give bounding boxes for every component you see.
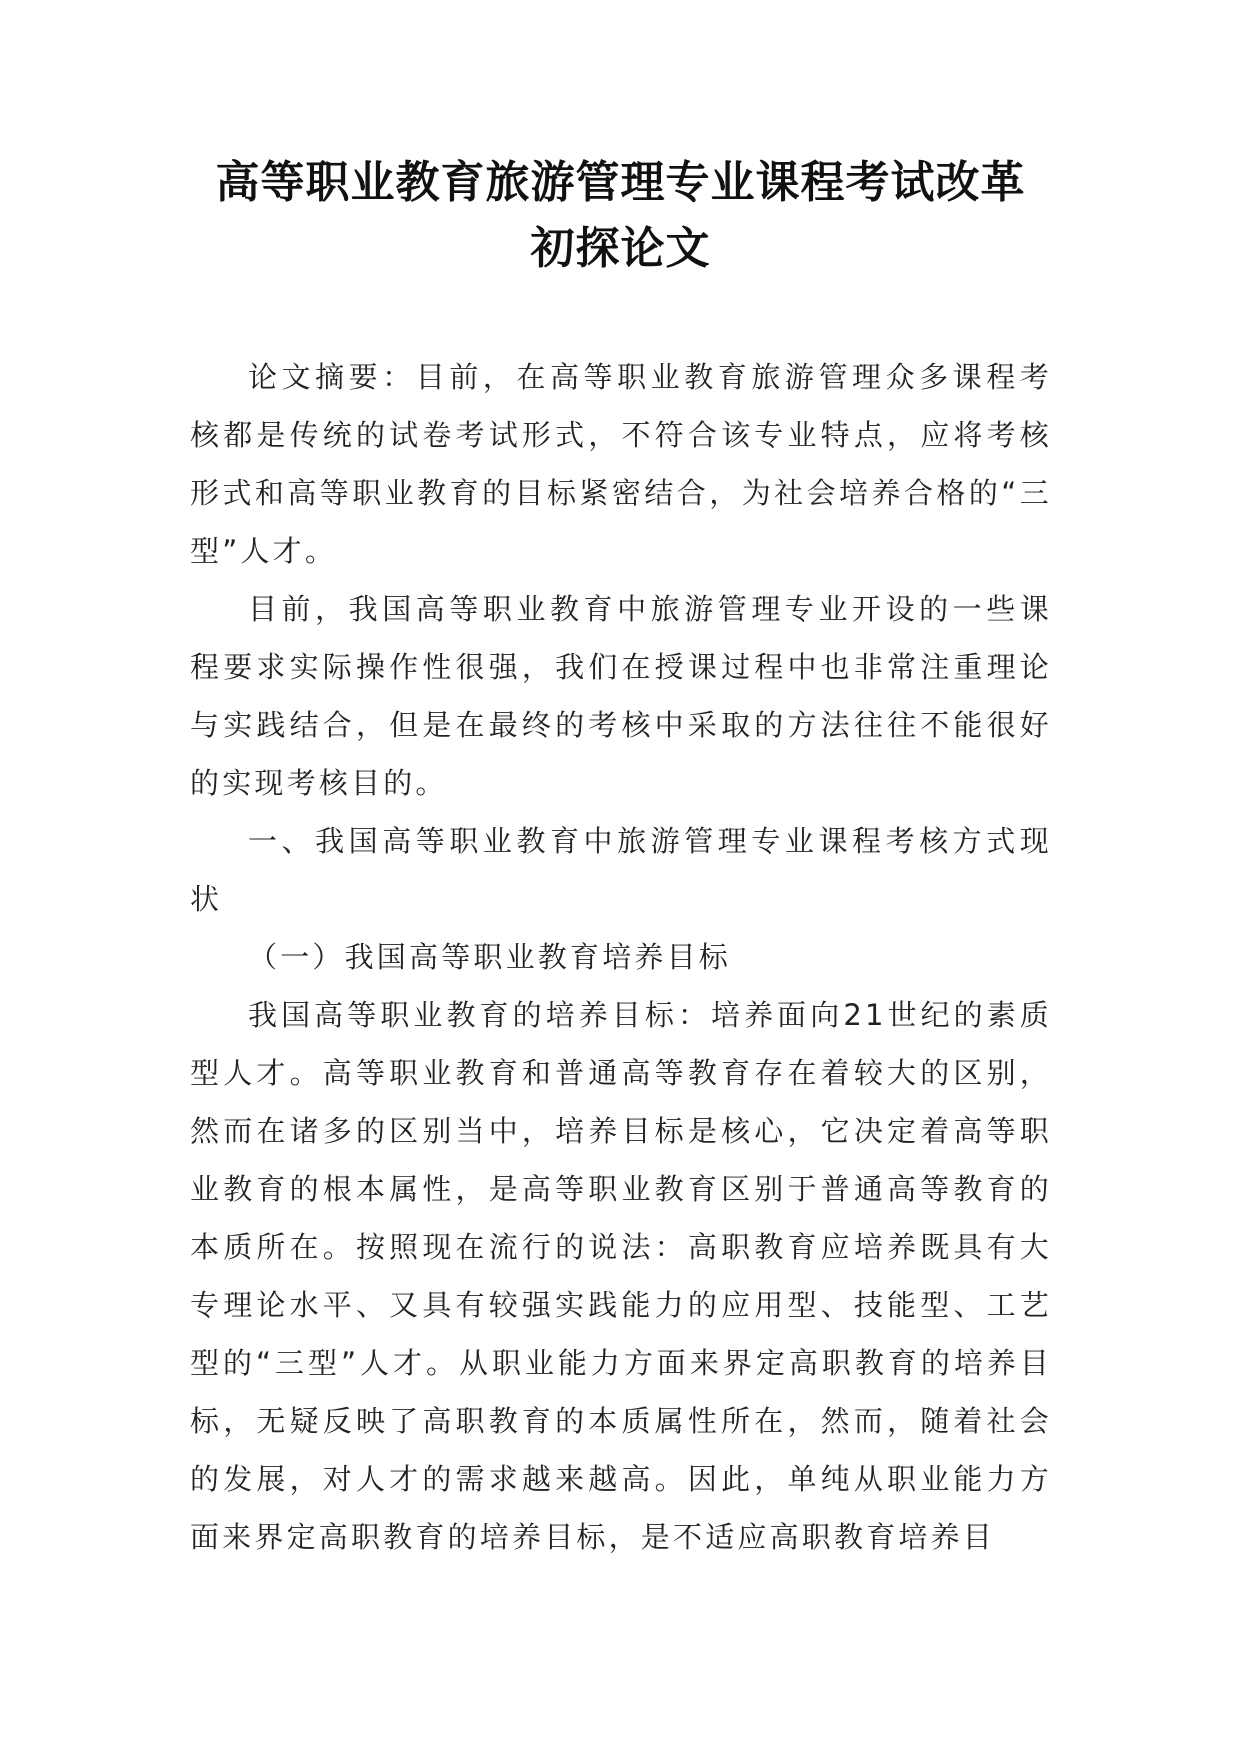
body-paragraph: 我国高等职业教育的培养目标：培养面向21世纪的素质型人才。高等职业教育和普通高等教育存在着较大的区别，然而在诸多的区别当中，培养目标是核心，它决定着高等职业教育的根本属性，是高等职业教育区别于普通高等教育的本质所在。按照现在流行的说法：高职教育应培养既具有大专理论水平、又具有较强实践能力的应用型、技能型、工艺型的“三型”人才。从职业能力方面来界定高职教育的培养目标，无疑反映了高职教育的本质属性所在，然而，随着社会的发展，对人才的需求越来越高。因此，单纯从职业能力方面来界定高职教育的培养目标，是不适应高职教育培养目: [190, 998, 1052, 1554]
document-body: [190, 348, 1052, 1566]
abstract-paragraph: 论文摘要：目前，在高等职业教育旅游管理众多课程考核都是传统的试卷考试形式，不符合该专业特点，应将考核形式和高等职业教育的目标紧密结合，为社会培养合格的“三型”人才。: [190, 360, 1052, 568]
title-line-1: 高等职业教育旅游管理专业课程考试改革: [215, 157, 1026, 208]
subsection-heading: （一）我国高等职业教育培养目标: [248, 940, 732, 974]
title-line-2: 初探论文: [530, 223, 711, 274]
section-heading: 一、我国高等职业教育中旅游管理专业课程考核方式现状: [190, 824, 1052, 916]
intro-paragraph: 目前，我国高等职业教育中旅游管理专业开设的一些课程要求实际操作性很强，我们在授课过程中也非常注重理论与实践结合，但是在最终的考核中采取的方法往往不能很好的实现考核目的。: [190, 592, 1052, 800]
document-title: [180, 150, 1061, 282]
